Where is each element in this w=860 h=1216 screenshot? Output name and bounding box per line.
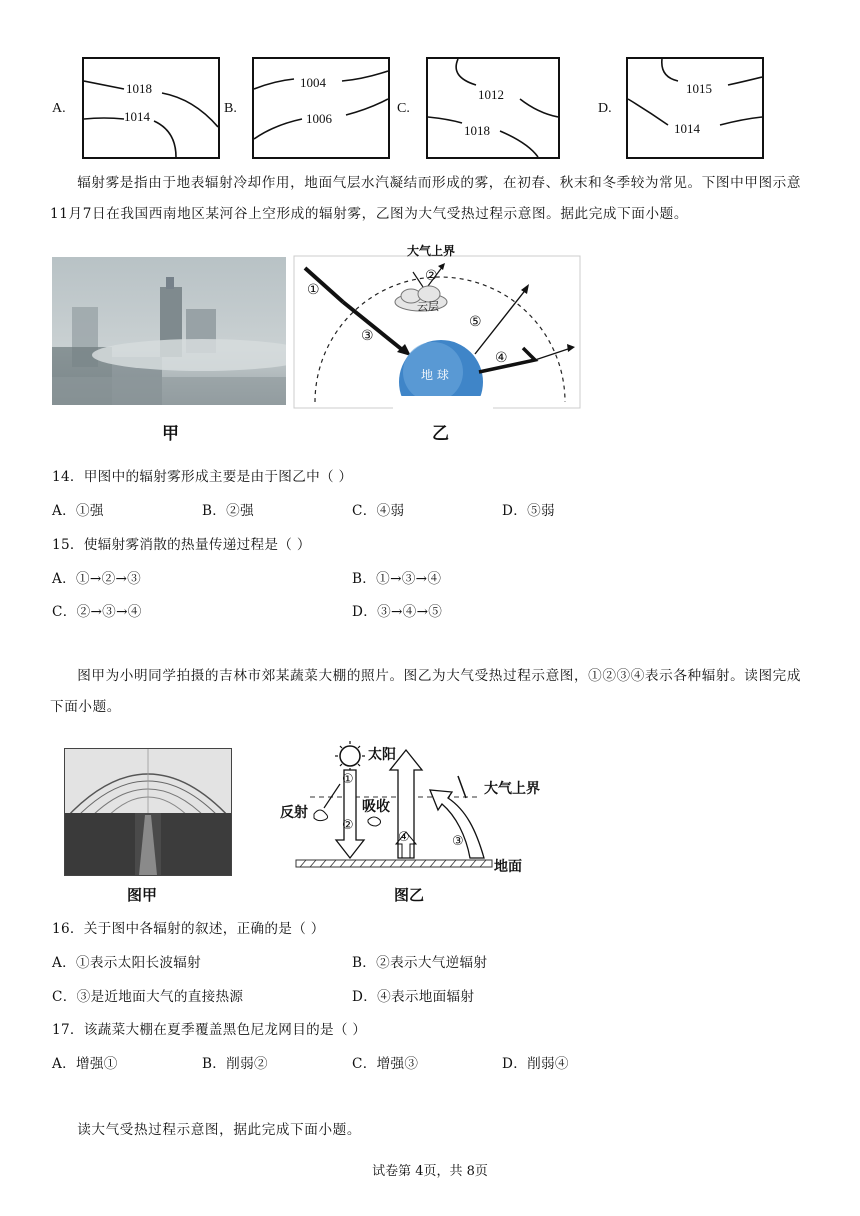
isobar-label: 1014 bbox=[674, 121, 700, 136]
isobar-map-c bbox=[426, 57, 560, 159]
ground-label: 地面 bbox=[494, 859, 522, 875]
isobar-label: 1018 bbox=[126, 81, 152, 96]
option-letter-a: A. bbox=[52, 101, 66, 116]
isobar-map-a bbox=[82, 57, 220, 159]
isobar-label: 1012 bbox=[478, 87, 504, 102]
mark-1: ① bbox=[342, 772, 354, 787]
greenhouse-photo bbox=[64, 748, 232, 876]
q17-option-b[interactable]: B．削弱② bbox=[202, 1056, 268, 1072]
absorb-label: 吸收 bbox=[362, 799, 390, 815]
question-15-stem: 15．使辐射雾消散的热量传递过程是（ ） bbox=[52, 537, 311, 553]
greenhouse-photo-scene bbox=[65, 749, 231, 875]
q16-option-c[interactable]: C．③是近地面大气的直接热源 bbox=[52, 989, 244, 1005]
mark-2: ② bbox=[425, 268, 438, 284]
mark-4: ④ bbox=[495, 350, 508, 366]
option-letter-b: B. bbox=[224, 101, 237, 116]
mark-3: ③ bbox=[452, 834, 464, 849]
option-letter-c: C. bbox=[397, 101, 410, 116]
isobar-lines-b bbox=[254, 59, 388, 157]
q15-option-b[interactable]: B．①→③→④ bbox=[352, 571, 442, 587]
reflect-label: 反射 bbox=[280, 805, 308, 821]
isobar-lines-c bbox=[428, 59, 558, 157]
passage-greenhouse: 图甲为小明同学拍摄的吉林市郊某蔬菜大棚的照片。图乙为大气受热过程示意图，①②③④表示各种辐射。读图完成下面小题。 bbox=[50, 668, 802, 715]
isobar-map-b bbox=[252, 57, 390, 159]
q16-option-d[interactable]: D．④表示地面辐射 bbox=[352, 989, 475, 1005]
q15-option-d[interactable]: D．③→④→⑤ bbox=[352, 604, 443, 620]
figure-caption-yi: 乙 bbox=[432, 424, 449, 444]
isobar-label: 1006 bbox=[306, 111, 332, 126]
q14-option-c[interactable]: C．④弱 bbox=[352, 503, 405, 519]
figure-caption-tuyi: 图乙 bbox=[394, 886, 425, 904]
isobar-map-d bbox=[626, 57, 764, 159]
figure-caption-jia: 甲 bbox=[162, 424, 179, 444]
isobar-label: 1018 bbox=[464, 123, 490, 138]
passage-radiation-fog: 辐射雾是指由于地表辐射冷却作用，地面气层水汽凝结而形成的雾，在初春、秋末和冬季较为常见。下图中甲图示意11月7日在我国西南地区某河谷上空形成的辐射雾，乙图为大气受热过程示意图。据此完成下面小题。 bbox=[50, 175, 802, 222]
question-14-stem: 14．甲图中的辐射雾形成主要是由于图乙中（ ） bbox=[52, 469, 353, 485]
q17-option-a[interactable]: A．增强① bbox=[52, 1056, 118, 1072]
mark-5: ⑤ bbox=[469, 314, 482, 330]
q14-option-d[interactable]: D．⑤弱 bbox=[502, 503, 555, 519]
heating-diagram-2 bbox=[280, 740, 560, 880]
fog-photo-scene bbox=[52, 257, 286, 405]
isobar-label: 1004 bbox=[300, 75, 326, 90]
isobar-label: 1014 bbox=[124, 109, 150, 124]
cloud-label: 云层 bbox=[417, 300, 439, 313]
figure-caption-tujia: 图甲 bbox=[127, 886, 158, 904]
atmosphere-top-label-2: 大气上界 bbox=[484, 781, 540, 797]
q16-option-a[interactable]: A．①表示太阳长波辐射 bbox=[52, 955, 202, 971]
mark-3: ③ bbox=[361, 328, 374, 344]
q17-option-d[interactable]: D．削弱④ bbox=[502, 1056, 569, 1072]
question-17-stem: 17．该蔬菜大棚在夏季覆盖黑色尼龙网目的是（ ） bbox=[52, 1022, 367, 1038]
q16-option-b[interactable]: B．②表示大气逆辐射 bbox=[352, 955, 488, 971]
mark-2: ② bbox=[342, 818, 354, 833]
q15-option-a[interactable]: A．①→②→③ bbox=[52, 571, 142, 587]
heating-diagram-1 bbox=[293, 242, 581, 410]
page-footer: 试卷第 4页，共 8页 bbox=[372, 1164, 488, 1179]
sun-label: 太阳 bbox=[368, 747, 396, 763]
passage-heating-process: 读大气受热过程示意图，据此完成下面小题。 bbox=[77, 1122, 362, 1138]
earth-label: 地 球 bbox=[421, 368, 449, 382]
q14-option-b[interactable]: B．②强 bbox=[202, 503, 254, 519]
question-16-stem: 16．关于图中各辐射的叙述，正确的是（ ） bbox=[52, 921, 325, 937]
option-letter-d: D. bbox=[598, 101, 612, 116]
mark-1: ① bbox=[307, 282, 320, 298]
q15-option-c[interactable]: C．②→③→④ bbox=[52, 604, 142, 620]
q17-option-c[interactable]: C．增强③ bbox=[352, 1056, 419, 1072]
mark-4: ④ bbox=[398, 830, 410, 845]
atmosphere-top-label: 大气上界 bbox=[407, 244, 456, 258]
q14-option-a[interactable]: A．①强 bbox=[52, 503, 104, 519]
isobar-lines-a bbox=[84, 59, 218, 157]
fog-photo bbox=[52, 257, 286, 405]
isobar-lines-d bbox=[628, 59, 762, 157]
isobar-label: 1015 bbox=[686, 81, 712, 96]
